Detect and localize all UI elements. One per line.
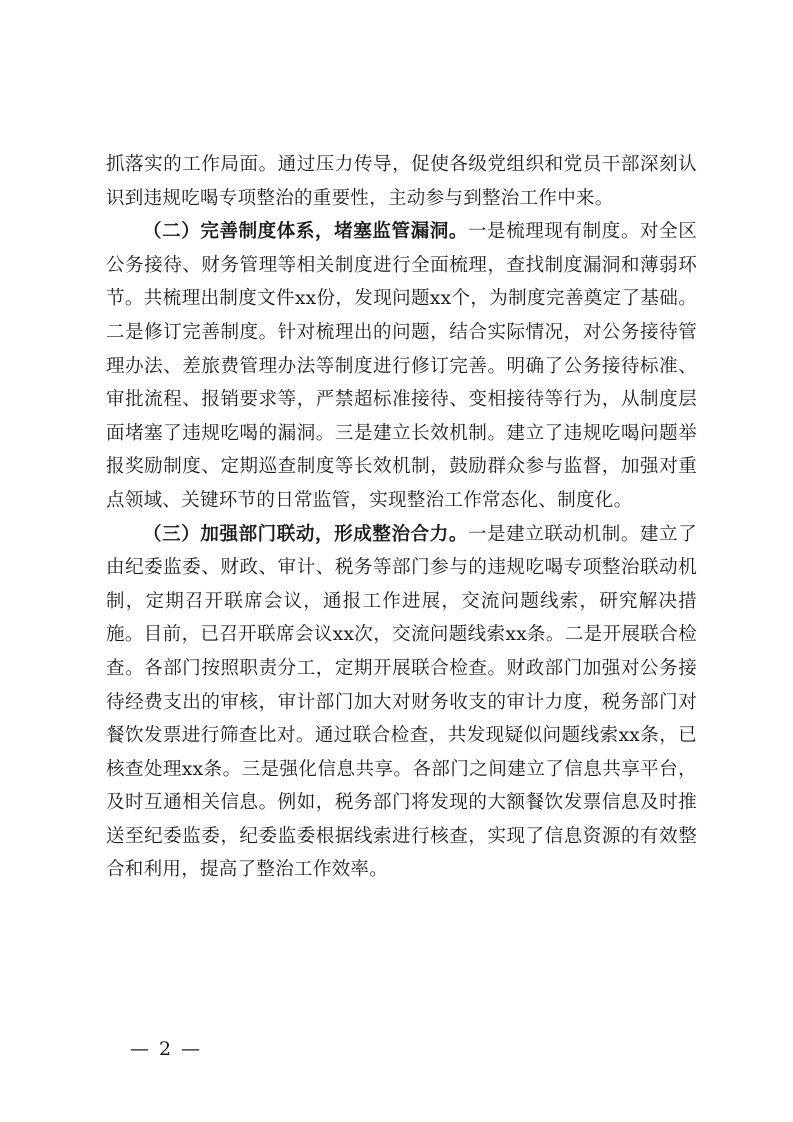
document-body (106, 148, 697, 887)
paragraph-3-heading: （三）加强部门联动，形成整治合力。 (143, 523, 468, 545)
paragraph-3-text: 一是建立联动机制。建立了由纪委监委、财政、审计、税务等部门参与的违规吃喝专项整治联动机制，定期召开联席会议，通报工作进展，交流问题线索，研究解决措施。目前，已召开联席会议xx次，交流问题线索xx条。二是开展联合检查。各部门按照职责分工，定期开展联合检查。财政部门加强对公务接待经费支出的审核，审计部门加大对财务收支的审计力度，税务部门对餐饮发票进行筛查比对。通过联合检查，共发现疑似问题线索xx条，已核查处理xx条。三是强化信息共享。各部门之间建立了信息共享平台，及时互通相关信息。例如，税务部门将发现的大额餐饮发票信息及时推送至纪委监委，纪委监委根据线索进行核查，实现了信息资源的有效整合和利用，提高了整治工作效率。 (106, 523, 697, 881)
paragraph-2-text: 一是梳理现有制度。对全区公务接待、财务管理等相关制度进行全面梳理，查找制度漏洞和薄弱环节。共梳理出制度文件xx份，发现问题xx个，为制度完善奠定了基础。二是修订完善制度。针对梳理出的问题，结合实际情况，对公务接待管理办法、差旅费管理办法等制度进行修订完善。明确了公务接待标准、审批流程、报销要求等，严禁超标准接待、变相接待等行为，从制度层面堵塞了违规吃喝的漏洞。三是建立长效机制。建立了违规吃喝问题举报奖励制度、定期巡查制度等长效机制，鼓励群众参与监督，加强对重点领域、关键环节的日常监管，实现整治工作常态化、制度化。 (106, 221, 697, 511)
page-number: — 2 — (130, 1038, 203, 1060)
paragraph-2-heading: （二）完善制度体系，堵塞监管漏洞。 (143, 221, 468, 243)
paragraph-2 (106, 215, 697, 517)
paragraph-1 (106, 148, 697, 215)
paragraph-3 (106, 518, 697, 888)
paragraph-1-text: 抓落实的工作局面。通过压力传导，促使各级党组织和党员干部深刻认识到违规吃喝专项整治的重要性，主动参与到整治工作中来。 (106, 154, 697, 209)
